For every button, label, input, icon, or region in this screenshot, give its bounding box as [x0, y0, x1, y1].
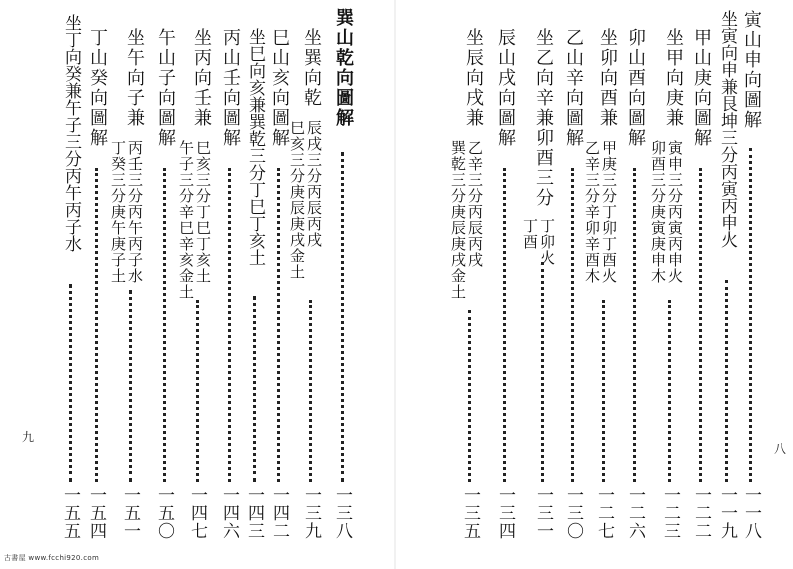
entry-title: 坐巽向乾 — [301, 28, 322, 108]
entry-title: 辰山戌向圖解 — [495, 28, 516, 148]
entry-title: 乙山辛向圖解 — [563, 28, 584, 148]
dot-leader — [95, 168, 102, 482]
dot-leader — [129, 290, 136, 482]
dot-leader — [503, 168, 510, 482]
page-number: 一五五 — [60, 486, 80, 540]
entry-title: 坐辰向戌兼 — [463, 28, 484, 128]
footer-watermark: 古書屋 www.fcchi920.com — [4, 554, 100, 562]
entry-title: 坐卯向酉兼 — [597, 28, 618, 128]
dot-leader — [341, 152, 348, 482]
dot-leader — [541, 262, 548, 482]
entry-annotation: 甲庚三分丁卯丁酉火 乙辛三分辛卯辛酉木 — [583, 140, 618, 284]
page-number: 一一八 — [741, 486, 761, 540]
entry-title: 坐午向子兼 — [124, 28, 145, 128]
dot-leader — [309, 300, 316, 482]
page-number: 一三四 — [495, 486, 515, 540]
page-number: 一四三 — [244, 486, 264, 540]
dot-leader — [277, 168, 284, 482]
entry-title: 坐巳向亥兼巽乾三分丁巳丁亥土 — [245, 28, 265, 266]
entry-title: 坐丁向癸兼午子三分丙午丙子水 — [61, 14, 81, 252]
entry-title: 巽山乾向圖解 — [333, 8, 354, 128]
page-number: 一四七 — [187, 486, 207, 540]
entry-annotation: 寅申三分丙寅丙申火 卯酉三分庚寅庚申木 — [649, 140, 684, 284]
entry-annotation: 巳亥三分丁巳丁亥土 午子三分辛巳辛亥金土 — [177, 140, 212, 300]
entry-title: 巳山亥向圖解 — [269, 28, 290, 148]
page-number: 一三五 — [460, 486, 480, 540]
page-number: 一三一 — [533, 486, 553, 540]
entry-title: 坐甲向庚兼 — [663, 28, 684, 128]
dot-leader — [725, 280, 732, 482]
page-number: 一三九 — [301, 486, 321, 540]
dot-leader — [602, 300, 609, 482]
entry-annotation: 丙壬三分丙午丙子水 丁癸三分庚午庚子土 — [109, 140, 144, 284]
entry-annotation: 丁卯火 丁酉 — [521, 218, 556, 266]
entry-title: 坐寅向申兼艮坤三分丙寅丙申火 — [717, 10, 737, 248]
dot-leader — [69, 284, 76, 482]
entry-annotation: 辰戌三分丙辰丙戌 巳亥三分庚辰庚戌金土 — [288, 120, 323, 280]
dot-leader — [633, 168, 640, 482]
entry-annotation: 乙辛三分丙辰丙戌 巽乾三分庚辰庚戌金土 — [449, 140, 484, 300]
folio-right: 八 — [774, 442, 787, 456]
entry-title: 寅山申向圖解 — [741, 10, 762, 130]
page-number: 一二二 — [691, 486, 711, 540]
dot-leader — [163, 168, 170, 482]
page-number: 一四二 — [269, 486, 289, 540]
entry-title: 坐丙向壬兼 — [191, 28, 212, 128]
entry-title: 卯山酉向圖解 — [625, 28, 646, 148]
entry-title: 甲山庚向圖解 — [691, 28, 712, 148]
page-number: 一二六 — [625, 486, 645, 540]
page-number: 一三〇 — [563, 486, 583, 540]
page-number: 一二三 — [660, 486, 680, 540]
dot-leader — [571, 168, 578, 482]
dot-leader — [668, 300, 675, 482]
dot-leader — [253, 296, 260, 482]
page-number: 一五一 — [120, 486, 140, 540]
dot-leader — [699, 168, 706, 482]
page-number: 一三八 — [332, 486, 352, 540]
entry-title: 坐乙向辛兼卯酉三分 — [533, 28, 554, 208]
entry-title: 丙山壬向圖解 — [220, 28, 241, 148]
page-number: 一四六 — [219, 486, 239, 540]
page-number: 一五四 — [86, 486, 106, 540]
dot-leader — [196, 300, 203, 482]
page-number: 一一九 — [717, 486, 737, 540]
page-number: 一二七 — [594, 486, 614, 540]
entry-title: 丁山癸向圖解 — [87, 28, 108, 148]
dot-leader — [749, 148, 756, 482]
folio-left: 九 — [22, 430, 35, 444]
page-number: 一五〇 — [154, 486, 174, 540]
dot-leader — [468, 310, 475, 482]
entry-title: 午山子向圖解 — [155, 28, 176, 148]
dot-leader — [228, 168, 235, 482]
